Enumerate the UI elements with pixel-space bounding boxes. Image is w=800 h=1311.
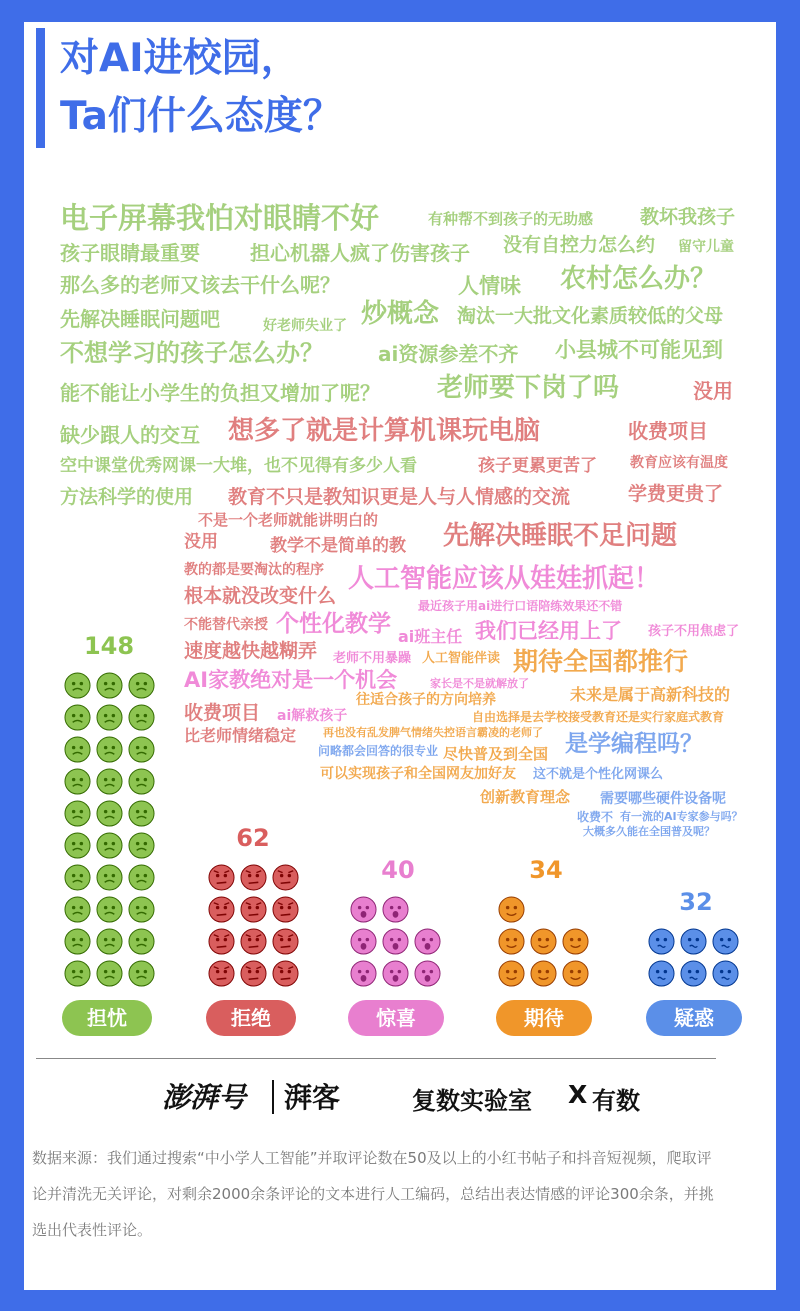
comment-worry: 炒概念 — [361, 299, 440, 329]
comment-worry: 有种帮不到孩子的无助感 — [428, 210, 594, 228]
comment-worry: 小县城不可能见到 — [555, 338, 723, 362]
title-line-1: 对AI进校园， — [60, 36, 300, 81]
worry-face-icon — [128, 864, 155, 891]
doubt-face-icon — [712, 928, 739, 955]
comment-doubt: 是学编程吗？ — [565, 731, 703, 757]
worry-face-icon — [96, 800, 123, 827]
worry-face-icon — [128, 960, 155, 987]
comment-expect: 人工智能伴读 — [422, 651, 501, 666]
value-label: 40 — [381, 856, 415, 884]
expect-face-icon — [562, 960, 589, 987]
comment-worry: 空中课堂优秀网课一大堆，也不见得有多少人看 — [60, 456, 417, 476]
value-label: 62 — [236, 824, 270, 852]
expect-face-icon — [498, 928, 525, 955]
worry-face-icon — [64, 768, 91, 795]
reject-face-icon — [272, 896, 299, 923]
worry-face-icon — [64, 960, 91, 987]
logo-plural-lab: 复数实验室 — [412, 1087, 532, 1115]
comment-reject: 收费项目 — [184, 702, 261, 724]
comment-worry: 那么多的老师又该去干什么呢？ — [60, 273, 340, 297]
comment-reject: 根本就没改变什么 — [184, 585, 337, 607]
comment-worry: 教坏我孩子 — [640, 206, 736, 228]
surprise-face-icon — [350, 960, 377, 987]
worry-face-icon — [128, 928, 155, 955]
worry-face-icon — [128, 832, 155, 859]
comment-doubt: 有一流的AI专家参与吗？ — [620, 810, 743, 823]
reject-face-icon — [208, 960, 235, 987]
comment-expect: 往适合孩子的方向培养 — [356, 692, 496, 708]
comment-surprise: AI家教绝对是一个机会 — [184, 668, 398, 692]
comment-reject: 想多了就是计算机课玩电脑 — [228, 416, 541, 446]
worry-face-icon — [64, 864, 91, 891]
comment-worry: 人情味 — [458, 274, 521, 298]
reject-face-icon — [240, 864, 267, 891]
doubt-face-icon — [648, 960, 675, 987]
comment-expect: 再也没有乱发脾气情绪失控语言霸凌的老师了 — [323, 726, 543, 739]
reject-face-icon — [240, 960, 267, 987]
comment-worry: 孩子眼睛最重要 — [60, 241, 200, 265]
reject-face-icon — [240, 896, 267, 923]
worry-face-icon — [128, 800, 155, 827]
worry-face-icon — [96, 928, 123, 955]
logo-thepaper: 澎湃号 — [162, 1081, 247, 1114]
worry-face-icon — [64, 672, 91, 699]
comment-reject: 比老师情绪稳定 — [184, 726, 297, 745]
worry-face-icon — [64, 704, 91, 731]
comment-doubt: 收费不 — [577, 810, 614, 824]
logo-youshu: 有数 — [592, 1087, 640, 1115]
reject-face-icon — [208, 896, 235, 923]
reject-face-icon — [272, 864, 299, 891]
worry-face-icon — [64, 800, 91, 827]
doubt-face-icon — [680, 960, 707, 987]
comment-surprise: 老师不用暴躁 — [333, 651, 412, 666]
title-line-2: Ta们什么态度？ — [60, 94, 342, 139]
worry-face-icon — [64, 896, 91, 923]
comment-surprise: 我们已经用上了 — [475, 619, 622, 643]
comment-reject: 没用 — [693, 379, 733, 403]
category-label: 担忧 — [62, 1000, 152, 1036]
surprise-face-icon — [350, 896, 377, 923]
comment-surprise: 人工智能应该从娃娃抓起！ — [348, 564, 661, 594]
comment-doubt: 需要哪些硬件设备呢 — [600, 791, 726, 807]
logo-x: X — [568, 1080, 588, 1109]
expect-face-icon — [530, 928, 557, 955]
expect-face-icon — [530, 960, 557, 987]
comment-reject: 不能替代亲授 — [184, 617, 268, 633]
comment-worry: 担心机器人疯了伤害孩子 — [250, 241, 470, 265]
worry-face-icon — [128, 704, 155, 731]
comment-worry: ai资源参差不齐 — [378, 342, 519, 366]
page-title — [60, 30, 342, 146]
reject-face-icon — [240, 928, 267, 955]
surprise-face-icon — [382, 960, 409, 987]
data-source-note: 数据来源：我们通过搜索“中小学人工智能”并取评论数在50及以上的小红书帖子和抖音短视频，爬取评论并清洗无关评论，对剩余2000余条评论的文本进行人工编码，总结出表达情感的评论300余条，并挑选出代表性评论。 — [32, 1149, 714, 1239]
worry-face-icon — [96, 768, 123, 795]
comment-expect: 尽快普及到全国 — [443, 745, 549, 763]
comment-reject: 不是一个老师就能讲明白的 — [198, 511, 379, 529]
comment-worry: 电子屏幕我怕对眼睛不好 — [60, 201, 380, 235]
worry-face-icon — [96, 736, 123, 763]
reject-face-icon — [272, 960, 299, 987]
comment-reject: 教育应该有温度 — [630, 455, 728, 471]
doubt-face-icon — [648, 928, 675, 955]
comment-reject: 收费项目 — [628, 419, 708, 443]
worry-face-icon — [96, 704, 123, 731]
comment-surprise: 最近孩子用ai进行口语陪练效果还不错 — [418, 599, 623, 613]
comment-doubt: 问略都会回答的很专业 — [318, 744, 439, 758]
comment-reject: 教学不是简单的教 — [270, 536, 406, 556]
logo-divider — [272, 1080, 274, 1114]
value-label: 32 — [679, 888, 713, 916]
title-accent-bar — [36, 28, 45, 148]
comment-worry: 没有自控力怎么约 — [503, 234, 656, 256]
expect-face-icon — [498, 896, 525, 923]
comment-expect: 未来是属于高新科技的 — [570, 685, 731, 704]
worry-face-icon — [96, 960, 123, 987]
comment-worry: 好老师失业了 — [263, 318, 347, 334]
comment-reject: 孩子更累更苦了 — [478, 456, 597, 476]
comment-worry: 能不能让小学生的负担又增加了呢？ — [60, 381, 380, 405]
comment-reject: 学费更贵了 — [628, 483, 724, 505]
comment-expect: 可以实现孩子和全国网友加好友 — [320, 766, 516, 782]
worry-face-icon — [128, 736, 155, 763]
comment-reject: 教的都是要淘汰的程序 — [184, 562, 324, 578]
comment-surprise: ai班主任 — [398, 627, 463, 646]
comment-worry: 老师要下岗了吗 — [437, 373, 620, 403]
worry-face-icon — [64, 736, 91, 763]
comment-expect: 自由选择是去学校接受教育还是实行家庭式教育 — [472, 710, 725, 724]
expect-face-icon — [562, 928, 589, 955]
worry-face-icon — [96, 832, 123, 859]
comment-worry: 先解决睡眠问题吧 — [60, 307, 220, 331]
comment-worry: 淘汰一大批文化素质较低的父母 — [457, 305, 724, 327]
comment-reject: 没用 — [184, 532, 218, 552]
comment-expect: 创新教育理念 — [480, 788, 571, 806]
comment-worry: 不想学习的孩子怎么办？ — [60, 339, 324, 367]
surprise-face-icon — [414, 928, 441, 955]
comment-reject: 速度越快越糊弄 — [184, 640, 318, 662]
category-label: 疑惑 — [646, 1000, 742, 1036]
reject-face-icon — [272, 928, 299, 955]
worry-face-icon — [96, 864, 123, 891]
comment-reject: 教育不只是教知识更是人与人情感的交流 — [228, 486, 571, 508]
category-label: 惊喜 — [348, 1000, 444, 1036]
logo-paike: 湃客 — [284, 1081, 341, 1114]
comment-expect: 期待全国都推行 — [513, 647, 689, 676]
category-label: 期待 — [496, 1000, 592, 1036]
category-label: 拒绝 — [206, 1000, 296, 1036]
worry-face-icon — [96, 672, 123, 699]
comment-surprise: ai解救孩子 — [277, 708, 348, 724]
surprise-face-icon — [414, 960, 441, 987]
worry-face-icon — [128, 768, 155, 795]
reject-face-icon — [208, 864, 235, 891]
comment-surprise: 个性化教学 — [276, 611, 391, 637]
worry-face-icon — [128, 896, 155, 923]
doubt-face-icon — [680, 928, 707, 955]
comment-reject: 先解决睡眠不足问题 — [443, 521, 678, 551]
doubt-face-icon — [712, 960, 739, 987]
surprise-face-icon — [382, 896, 409, 923]
value-label: 148 — [83, 632, 135, 660]
comment-surprise: 孩子不用焦虑了 — [648, 624, 740, 639]
comment-doubt: 大概多久能在全国普及呢？ — [583, 825, 715, 838]
comment-worry: 缺少跟人的交互 — [60, 423, 200, 447]
value-label: 34 — [529, 856, 563, 884]
comment-worry: 方法科学的使用 — [60, 486, 194, 508]
reject-face-icon — [208, 928, 235, 955]
surprise-face-icon — [382, 928, 409, 955]
comment-worry: 农村怎么办？ — [560, 264, 717, 294]
worry-face-icon — [128, 672, 155, 699]
surprise-face-icon — [350, 928, 377, 955]
worry-face-icon — [64, 832, 91, 859]
comment-doubt: 这不就是个性化网课么 — [533, 767, 664, 782]
worry-face-icon — [64, 928, 91, 955]
worry-face-icon — [96, 896, 123, 923]
comment-surprise: 家长是不是就解放了 — [430, 677, 529, 690]
footer-divider — [36, 1058, 716, 1059]
comment-worry: 留守儿童 — [678, 239, 734, 255]
expect-face-icon — [498, 960, 525, 987]
